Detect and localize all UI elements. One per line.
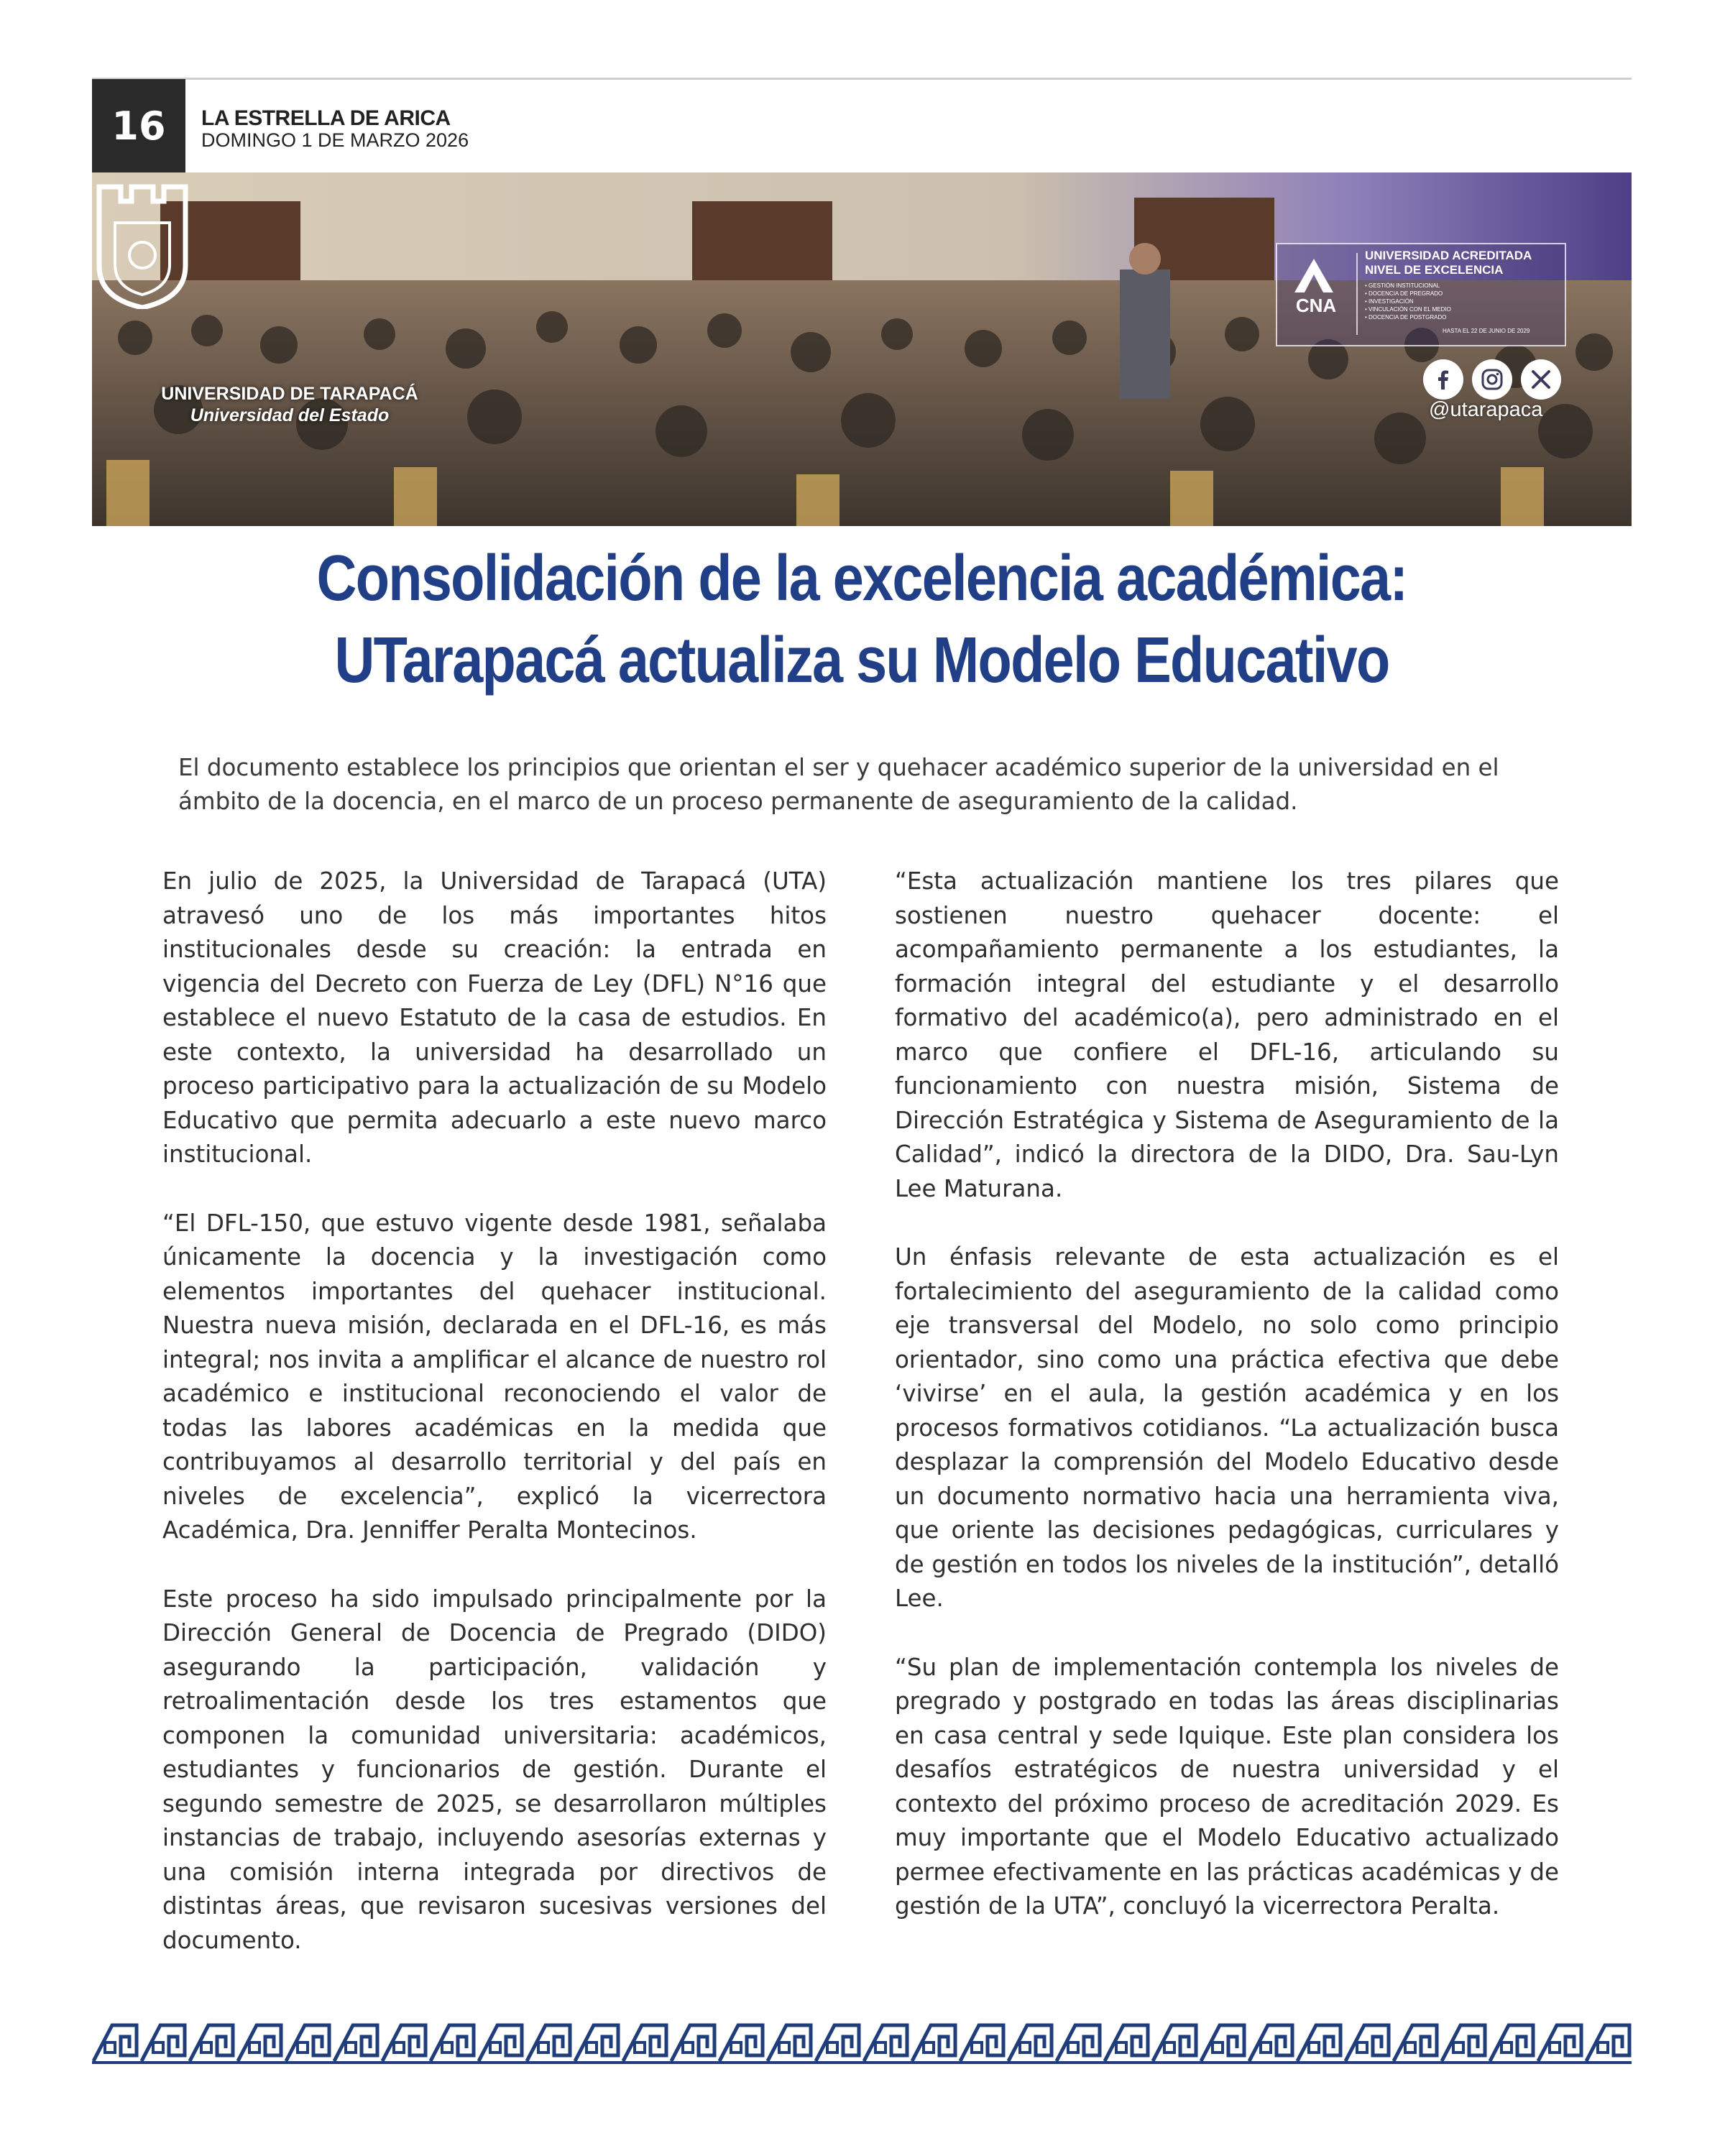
event-photo (92, 172, 1632, 526)
social-icons (1423, 359, 1561, 400)
cna-accreditation-badge (1276, 243, 1566, 346)
instagram-icon (1472, 359, 1512, 400)
article-paragraph: En julio de 2025, la Universidad de Tarapacá (UTA) atravesó uno de los más importantes hitos institucionales desde su creación: la entrada en vigencia del Decreto con Fuerza de Ley (DFL) N°16 que establece el nuevo Estatuto de la casa de estudios. En este contexto, la universidad ha desarrollado un proceso participativo para la actualización de su Modelo Educativo que permita adecuarlo a este nuevo marco institucional. (162, 867, 827, 1168)
headline-line-2: UTarapacá actualiza su Modelo Educativo (334, 625, 1389, 696)
page-number: 16 (92, 79, 185, 172)
uta-crest-icon (92, 172, 193, 309)
cna-area-item: • INVESTIGACIÓN (1365, 298, 1414, 305)
article-headline (92, 538, 1632, 701)
cna-area-item: • DOCENCIA DE PREGRADO (1365, 290, 1443, 297)
article-column-right (895, 865, 1559, 1958)
university-logo-name: UNIVERSIDAD DE TARAPACÁ (161, 384, 418, 404)
cna-divider (1356, 253, 1358, 335)
cna-logo-icon (1289, 253, 1339, 296)
article-lede: El documento establece los principios que orientan el ser y quehacer académico superior de la universidad en el ámbito de la docencia, en el marco de un proceso permanente de aseguramiento de la calidad. (178, 754, 1499, 815)
x-twitter-icon (1521, 359, 1561, 400)
article-paragraph: Un énfasis relevante de esta actualización es el fortalecimiento del aseguramiento de la calidad como eje transversal del Modelo, no solo como principio orientador, sino como una práctica efectiva que debe ‘vivirse’ en el aula, la gestión académica y en los procesos formativos cotidianos. “La actualización busca desplazar la comprensión del Modelo Educativo desde un documento normativo hacia una herramienta viva, que oriente las decisiones pedagógicas, curriculares y de gestión en todos los niveles de la institución”, detalló Lee. (895, 1243, 1559, 1612)
cna-title-line1: UNIVERSIDAD ACREDITADA (1365, 249, 1532, 262)
university-logo-subtitle: Universidad del Estado (190, 405, 390, 425)
facebook-icon (1423, 359, 1463, 400)
article-paragraph: “Esta actualización mantiene los tres pilares que sostienen nuestro quehacer docente: el acompañamiento permanente a los estudiantes, la formación integral del estudiante y el desarrollo formativo del académico(a), pero administrado en el marco que confiere el DFL-16, articulando su funcionamiento con nuestra misión, Sistema de Dirección Estratégica y Sistema de Aseguramiento de la Calidad”, indicó la directora de la DIDO, Dra. Sau-Lyn Lee Maturana. (895, 867, 1559, 1202)
social-handle: @utarapaca (1429, 398, 1543, 421)
article-column-left (162, 865, 827, 1992)
newspaper-name: LA ESTRELLA DE ARICA (201, 106, 451, 130)
header-rule (92, 78, 1632, 80)
article-paragraph: “El DFL-150, que estuvo vigente desde 1981, señalaba únicamente la docencia y la investigación como elementos importantes del quehacer institucional. Nuestra nueva misión, declarada en el DFL-16, es más integral; nos invita a amplificar el alcance de nuestro rol académico e institucional reconociendo el valor de todas las labores académicas en la medida que contribuyamos al desarrollo territorial y del país en niveles de excelencia”, explicó la vicerrectora Académica, Dra. Jenniffer Peralta Montecinos. (162, 1209, 827, 1544)
cna-area-item: • VINCULACIÓN CON EL MEDIO (1365, 306, 1451, 313)
cna-letters: CNA (1295, 295, 1337, 316)
cna-areas-list (1365, 282, 1451, 321)
edition-date: DOMINGO 1 DE MARZO 2026 (201, 129, 469, 151)
cna-area-item: • DOCENCIA DE POSTGRADO (1365, 314, 1447, 321)
article-paragraph: “Su plan de implementación contempla los niveles de pregrado y postgrado en todas las áreas disciplinarias en casa central y sede Iquique. Este plan considera los desafíos estratégicos de nuestra universidad y el contexto del próximo proceso de acreditación 2029. Es muy importante que el Modelo Educativo actualizado permee efectivamente en las prácticas académicas y de gestión de la UTA”, concluyó la vicerrectora Peralta. (895, 1653, 1559, 1920)
article-paragraph: Este proceso ha sido impulsado principalmente por la Dirección General de Docencia de Pregrado (DIDO) asegurando la participación, validación y retroalimentación desde los tres estamentos que componen la comunidad universitaria: académicos, estudiantes y funcionarios de gestión. Durante el segundo semestre de 2025, se desarrollaron múltiples instancias de trabajo, incluyendo asesorías externas y una comisión interna integrada por directivos de distintas áreas, que revisaron sucesivas versiones del documento. (162, 1585, 827, 1954)
cna-title-line2: NIVEL DE EXCELENCIA (1365, 263, 1504, 277)
headline-line-1: Consolidación de la excelencia académica: (316, 543, 1407, 614)
cna-validity-date: HASTA EL 22 DE JUNIO DE 2029 (1443, 328, 1530, 334)
cna-area-item: • GESTIÓN INSTITUCIONAL (1365, 282, 1440, 289)
decorative-greca-border (92, 2021, 1632, 2064)
